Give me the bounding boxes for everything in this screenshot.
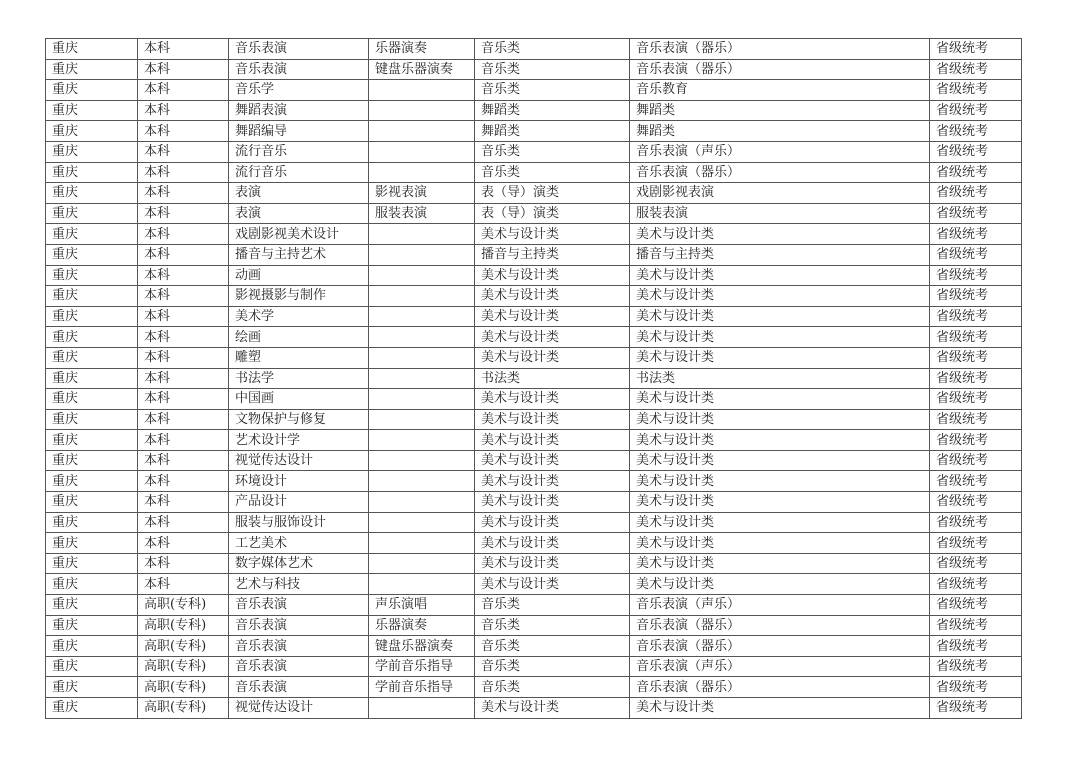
direction-cell: 键盘乐器演奏 (369, 59, 475, 80)
major-cell: 服装与服饰设计 (229, 512, 369, 533)
exam-category-cell: 表（导）演类 (475, 203, 630, 224)
province-cell: 重庆 (46, 574, 138, 595)
exam-type-cell: 省级统考 (930, 409, 1022, 430)
major-cell: 艺术与科技 (229, 574, 369, 595)
exam-subject-cell: 书法类 (630, 368, 930, 389)
table-row (46, 39, 1022, 60)
exam-type-cell: 省级统考 (930, 80, 1022, 101)
exam-type-cell: 省级统考 (930, 368, 1022, 389)
exam-category-cell: 书法类 (475, 368, 630, 389)
direction-cell: 乐器演奏 (369, 615, 475, 636)
major-cell: 视觉传达设计 (229, 698, 369, 719)
direction-cell (369, 224, 475, 245)
exam-category-cell: 美术与设计类 (475, 430, 630, 451)
level-cell: 高职(专科) (138, 656, 229, 677)
province-cell: 重庆 (46, 244, 138, 265)
level-cell: 本科 (138, 203, 229, 224)
exam-subject-cell: 美术与设计类 (630, 450, 930, 471)
table-row (46, 409, 1022, 430)
major-cell: 表演 (229, 203, 369, 224)
exam-subject-cell: 戏剧影视表演 (630, 183, 930, 204)
major-cell: 影视摄影与制作 (229, 286, 369, 307)
exam-type-cell: 省级统考 (930, 265, 1022, 286)
exam-type-cell: 省级统考 (930, 574, 1022, 595)
exam-type-cell: 省级统考 (930, 141, 1022, 162)
province-cell: 重庆 (46, 636, 138, 657)
exam-subject-cell: 音乐教育 (630, 80, 930, 101)
major-cell: 绘画 (229, 327, 369, 348)
direction-cell (369, 471, 475, 492)
province-cell: 重庆 (46, 59, 138, 80)
major-cell: 中国画 (229, 389, 369, 410)
exam-category-cell: 音乐类 (475, 162, 630, 183)
exam-type-cell: 省级统考 (930, 492, 1022, 513)
exam-type-cell: 省级统考 (930, 59, 1022, 80)
exam-category-cell: 美术与设计类 (475, 450, 630, 471)
level-cell: 高职(专科) (138, 595, 229, 616)
exam-category-cell: 播音与主持类 (475, 244, 630, 265)
direction-cell: 服装表演 (369, 203, 475, 224)
level-cell: 本科 (138, 533, 229, 554)
table-row (46, 183, 1022, 204)
exam-subject-cell: 美术与设计类 (630, 224, 930, 245)
exam-type-cell: 省级统考 (930, 656, 1022, 677)
level-cell: 本科 (138, 162, 229, 183)
exam-type-cell: 省级统考 (930, 224, 1022, 245)
exam-type-cell: 省级统考 (930, 512, 1022, 533)
exam-category-cell: 美术与设计类 (475, 698, 630, 719)
province-cell: 重庆 (46, 162, 138, 183)
exam-category-cell: 音乐类 (475, 141, 630, 162)
exam-type-cell: 省级统考 (930, 389, 1022, 410)
table-row (46, 512, 1022, 533)
direction-cell (369, 492, 475, 513)
exam-subject-cell: 播音与主持类 (630, 244, 930, 265)
exam-subject-cell: 美术与设计类 (630, 306, 930, 327)
exam-subject-cell: 美术与设计类 (630, 574, 930, 595)
major-cell: 视觉传达设计 (229, 450, 369, 471)
exam-type-cell: 省级统考 (930, 595, 1022, 616)
exam-subject-cell: 美术与设计类 (630, 265, 930, 286)
direction-cell (369, 574, 475, 595)
exam-type-cell: 省级统考 (930, 677, 1022, 698)
major-cell: 音乐表演 (229, 636, 369, 657)
level-cell: 本科 (138, 450, 229, 471)
province-cell: 重庆 (46, 39, 138, 60)
exam-category-cell: 音乐类 (475, 595, 630, 616)
province-cell: 重庆 (46, 80, 138, 101)
table-row (46, 698, 1022, 719)
major-cell: 艺术设计学 (229, 430, 369, 451)
exam-category-cell: 音乐类 (475, 59, 630, 80)
direction-cell (369, 80, 475, 101)
major-cell: 音乐表演 (229, 615, 369, 636)
level-cell: 本科 (138, 471, 229, 492)
table-row (46, 533, 1022, 554)
direction-cell (369, 389, 475, 410)
province-cell: 重庆 (46, 595, 138, 616)
table-row (46, 389, 1022, 410)
level-cell: 本科 (138, 286, 229, 307)
direction-cell (369, 533, 475, 554)
direction-cell (369, 409, 475, 430)
direction-cell: 学前音乐指导 (369, 656, 475, 677)
table-row (46, 80, 1022, 101)
province-cell: 重庆 (46, 100, 138, 121)
table-row (46, 347, 1022, 368)
direction-cell (369, 141, 475, 162)
exam-subject-cell: 美术与设计类 (630, 512, 930, 533)
exam-type-cell: 省级统考 (930, 306, 1022, 327)
province-cell: 重庆 (46, 677, 138, 698)
major-cell: 书法学 (229, 368, 369, 389)
province-cell: 重庆 (46, 698, 138, 719)
exam-category-cell: 音乐类 (475, 615, 630, 636)
major-cell: 产品设计 (229, 492, 369, 513)
direction-cell (369, 553, 475, 574)
province-cell: 重庆 (46, 656, 138, 677)
level-cell: 高职(专科) (138, 698, 229, 719)
province-cell: 重庆 (46, 430, 138, 451)
direction-cell: 声乐演唱 (369, 595, 475, 616)
table-row (46, 656, 1022, 677)
level-cell: 本科 (138, 389, 229, 410)
table-row (46, 492, 1022, 513)
exam-subject-cell: 美术与设计类 (630, 430, 930, 451)
exam-category-cell: 音乐类 (475, 636, 630, 657)
major-cell: 文物保护与修复 (229, 409, 369, 430)
major-cell: 环境设计 (229, 471, 369, 492)
exam-category-cell: 美术与设计类 (475, 265, 630, 286)
direction-cell (369, 327, 475, 348)
exam-subject-cell: 美术与设计类 (630, 471, 930, 492)
level-cell: 本科 (138, 59, 229, 80)
exam-type-cell: 省级统考 (930, 162, 1022, 183)
table-body (46, 39, 1022, 719)
exam-type-cell: 省级统考 (930, 183, 1022, 204)
exam-type-cell: 省级统考 (930, 698, 1022, 719)
province-cell: 重庆 (46, 224, 138, 245)
exam-category-cell: 美术与设计类 (475, 327, 630, 348)
province-cell: 重庆 (46, 306, 138, 327)
data-table (45, 38, 1022, 719)
exam-category-cell: 美术与设计类 (475, 224, 630, 245)
level-cell: 本科 (138, 327, 229, 348)
level-cell: 本科 (138, 244, 229, 265)
table-row (46, 121, 1022, 142)
exam-category-cell: 舞蹈类 (475, 121, 630, 142)
exam-subject-cell: 音乐表演（器乐） (630, 677, 930, 698)
table-row (46, 450, 1022, 471)
exam-type-cell: 省级统考 (930, 615, 1022, 636)
exam-type-cell: 省级统考 (930, 533, 1022, 554)
level-cell: 高职(专科) (138, 677, 229, 698)
table-row (46, 368, 1022, 389)
major-cell: 工艺美术 (229, 533, 369, 554)
exam-subject-cell: 美术与设计类 (630, 286, 930, 307)
table-row (46, 141, 1022, 162)
level-cell: 本科 (138, 430, 229, 451)
level-cell: 本科 (138, 347, 229, 368)
level-cell: 本科 (138, 265, 229, 286)
direction-cell: 键盘乐器演奏 (369, 636, 475, 657)
province-cell: 重庆 (46, 327, 138, 348)
direction-cell (369, 698, 475, 719)
direction-cell: 乐器演奏 (369, 39, 475, 60)
exam-category-cell: 表（导）演类 (475, 183, 630, 204)
table-row (46, 430, 1022, 451)
exam-category-cell: 美术与设计类 (475, 574, 630, 595)
level-cell: 本科 (138, 409, 229, 430)
direction-cell (369, 347, 475, 368)
exam-subject-cell: 美术与设计类 (630, 533, 930, 554)
exam-subject-cell: 美术与设计类 (630, 553, 930, 574)
exam-category-cell: 美术与设计类 (475, 533, 630, 554)
province-cell: 重庆 (46, 265, 138, 286)
major-cell: 戏剧影视美术设计 (229, 224, 369, 245)
direction-cell (369, 244, 475, 265)
level-cell: 本科 (138, 553, 229, 574)
exam-subject-cell: 美术与设计类 (630, 347, 930, 368)
major-cell: 舞蹈编导 (229, 121, 369, 142)
exam-category-cell: 美术与设计类 (475, 347, 630, 368)
exam-type-cell: 省级统考 (930, 100, 1022, 121)
province-cell: 重庆 (46, 615, 138, 636)
exam-type-cell: 省级统考 (930, 450, 1022, 471)
level-cell: 本科 (138, 492, 229, 513)
direction-cell: 学前音乐指导 (369, 677, 475, 698)
exam-category-cell: 美术与设计类 (475, 512, 630, 533)
exam-subject-cell: 舞蹈类 (630, 121, 930, 142)
exam-type-cell: 省级统考 (930, 347, 1022, 368)
major-cell: 舞蹈表演 (229, 100, 369, 121)
exam-subject-cell: 美术与设计类 (630, 492, 930, 513)
major-cell: 音乐表演 (229, 59, 369, 80)
major-cell: 数字媒体艺术 (229, 553, 369, 574)
level-cell: 本科 (138, 574, 229, 595)
exam-type-cell: 省级统考 (930, 286, 1022, 307)
exam-type-cell: 省级统考 (930, 430, 1022, 451)
direction-cell (369, 162, 475, 183)
exam-category-cell: 美术与设计类 (475, 409, 630, 430)
level-cell: 本科 (138, 224, 229, 245)
exam-category-cell: 舞蹈类 (475, 100, 630, 121)
direction-cell (369, 512, 475, 533)
direction-cell: 影视表演 (369, 183, 475, 204)
exam-category-cell: 美术与设计类 (475, 306, 630, 327)
province-cell: 重庆 (46, 183, 138, 204)
exam-category-cell: 美术与设计类 (475, 286, 630, 307)
exam-type-cell: 省级统考 (930, 327, 1022, 348)
level-cell: 本科 (138, 121, 229, 142)
major-cell: 流行音乐 (229, 162, 369, 183)
exam-type-cell: 省级统考 (930, 121, 1022, 142)
level-cell: 本科 (138, 306, 229, 327)
table-row (46, 59, 1022, 80)
direction-cell (369, 265, 475, 286)
major-cell: 动画 (229, 265, 369, 286)
province-cell: 重庆 (46, 286, 138, 307)
major-cell: 音乐表演 (229, 677, 369, 698)
exam-category-cell: 美术与设计类 (475, 492, 630, 513)
exam-subject-cell: 音乐表演（声乐） (630, 595, 930, 616)
exam-category-cell: 美术与设计类 (475, 553, 630, 574)
direction-cell (369, 121, 475, 142)
exam-subject-cell: 音乐表演（声乐） (630, 141, 930, 162)
major-cell: 音乐表演 (229, 656, 369, 677)
exam-type-cell: 省级统考 (930, 39, 1022, 60)
level-cell: 本科 (138, 141, 229, 162)
direction-cell (369, 450, 475, 471)
exam-subject-cell: 美术与设计类 (630, 409, 930, 430)
province-cell: 重庆 (46, 141, 138, 162)
table-row (46, 595, 1022, 616)
province-cell: 重庆 (46, 450, 138, 471)
major-cell: 音乐表演 (229, 39, 369, 60)
table-row (46, 265, 1022, 286)
table-row (46, 636, 1022, 657)
major-cell: 雕塑 (229, 347, 369, 368)
province-cell: 重庆 (46, 471, 138, 492)
province-cell: 重庆 (46, 347, 138, 368)
level-cell: 高职(专科) (138, 636, 229, 657)
table-row (46, 677, 1022, 698)
exam-subject-cell: 音乐表演（器乐） (630, 59, 930, 80)
exam-subject-cell: 音乐表演（器乐） (630, 162, 930, 183)
province-cell: 重庆 (46, 368, 138, 389)
exam-type-cell: 省级统考 (930, 471, 1022, 492)
level-cell: 高职(专科) (138, 615, 229, 636)
exam-type-cell: 省级统考 (930, 553, 1022, 574)
province-cell: 重庆 (46, 121, 138, 142)
table-row (46, 244, 1022, 265)
table-row (46, 306, 1022, 327)
direction-cell (369, 100, 475, 121)
table-row (46, 224, 1022, 245)
exam-category-cell: 美术与设计类 (475, 389, 630, 410)
exam-subject-cell: 美术与设计类 (630, 389, 930, 410)
province-cell: 重庆 (46, 409, 138, 430)
exam-category-cell: 音乐类 (475, 39, 630, 60)
direction-cell (369, 286, 475, 307)
level-cell: 本科 (138, 39, 229, 60)
exam-subject-cell: 音乐表演（声乐） (630, 656, 930, 677)
major-cell: 音乐表演 (229, 595, 369, 616)
direction-cell (369, 306, 475, 327)
exam-subject-cell: 音乐表演（器乐） (630, 636, 930, 657)
exam-subject-cell: 美术与设计类 (630, 698, 930, 719)
province-cell: 重庆 (46, 533, 138, 554)
exam-category-cell: 音乐类 (475, 677, 630, 698)
exam-category-cell: 美术与设计类 (475, 471, 630, 492)
level-cell: 本科 (138, 368, 229, 389)
table-row (46, 286, 1022, 307)
province-cell: 重庆 (46, 512, 138, 533)
exam-subject-cell: 音乐表演（器乐） (630, 615, 930, 636)
major-cell: 流行音乐 (229, 141, 369, 162)
exam-category-cell: 音乐类 (475, 656, 630, 677)
table-row (46, 553, 1022, 574)
province-cell: 重庆 (46, 492, 138, 513)
table-row (46, 574, 1022, 595)
table-row (46, 471, 1022, 492)
province-cell: 重庆 (46, 553, 138, 574)
table-row (46, 100, 1022, 121)
province-cell: 重庆 (46, 203, 138, 224)
exam-category-cell: 音乐类 (475, 80, 630, 101)
exam-type-cell: 省级统考 (930, 203, 1022, 224)
major-cell: 美术学 (229, 306, 369, 327)
table-row (46, 203, 1022, 224)
table-row (46, 327, 1022, 348)
exam-subject-cell: 美术与设计类 (630, 327, 930, 348)
direction-cell (369, 368, 475, 389)
exam-subject-cell: 音乐表演（器乐） (630, 39, 930, 60)
exam-subject-cell: 舞蹈类 (630, 100, 930, 121)
exam-subject-cell: 服装表演 (630, 203, 930, 224)
table-row (46, 162, 1022, 183)
level-cell: 本科 (138, 80, 229, 101)
exam-type-cell: 省级统考 (930, 244, 1022, 265)
level-cell: 本科 (138, 183, 229, 204)
exam-type-cell: 省级统考 (930, 636, 1022, 657)
major-cell: 表演 (229, 183, 369, 204)
table-row (46, 615, 1022, 636)
major-cell: 播音与主持艺术 (229, 244, 369, 265)
level-cell: 本科 (138, 512, 229, 533)
major-cell: 音乐学 (229, 80, 369, 101)
direction-cell (369, 430, 475, 451)
province-cell: 重庆 (46, 389, 138, 410)
level-cell: 本科 (138, 100, 229, 121)
